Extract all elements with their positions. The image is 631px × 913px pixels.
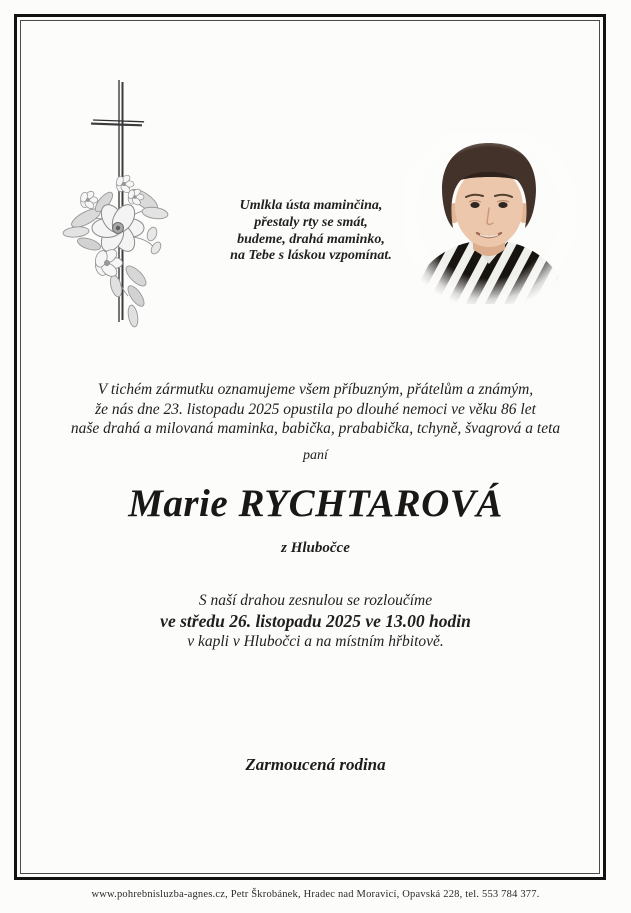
- funeral-details: [0, 592, 631, 652]
- memorial-verse: [205, 198, 417, 265]
- farewell-intro: S naší drahou zesnulou se rozloučíme: [198, 592, 433, 609]
- funeral-place: v kapli v Hlubočci a na místním hřbitově.: [187, 633, 444, 650]
- honorific-title: paní: [303, 448, 328, 463]
- deceased-name: Marie RYCHTAROVÁ: [128, 482, 503, 525]
- funeral-service-footer: www.pohrebnisluzba-agnes.cz, Petr Škrobánek, Hradec nad Moravicí, Opavská 228, tel. 553 784 377.: [91, 889, 540, 900]
- announcement-text: [0, 380, 631, 439]
- signature-family: Zarmoucená rodina: [245, 755, 386, 774]
- verse-line: Umlkla ústa maminčina,: [239, 198, 383, 213]
- portrait-photo: [403, 132, 575, 304]
- announcement-line: že nás dne 23. listopadu 2025 opustila po dlouhé nemoci ve věku 86 let: [95, 400, 536, 418]
- verse-line: budeme, drahá maminko,: [237, 231, 385, 247]
- announcement-line: V tichém zármutku oznamujeme všem příbuzným, přátelům a známým,: [97, 381, 534, 398]
- announcement-line: naše drahá a milovaná maminka, babička, prababička, tchyně, švagrová a teta: [70, 420, 561, 437]
- verse-line: přestaly rty se smát,: [254, 214, 368, 230]
- funeral-date-time: ve středu 26. listopadu 2025 ve 13.00 hodin: [160, 611, 471, 631]
- cross-with-flowers-icon: [56, 76, 216, 336]
- place-of-origin: z Hlubočce: [281, 540, 350, 556]
- verse-line: na Tebe s láskou vzpomínat.: [230, 248, 392, 264]
